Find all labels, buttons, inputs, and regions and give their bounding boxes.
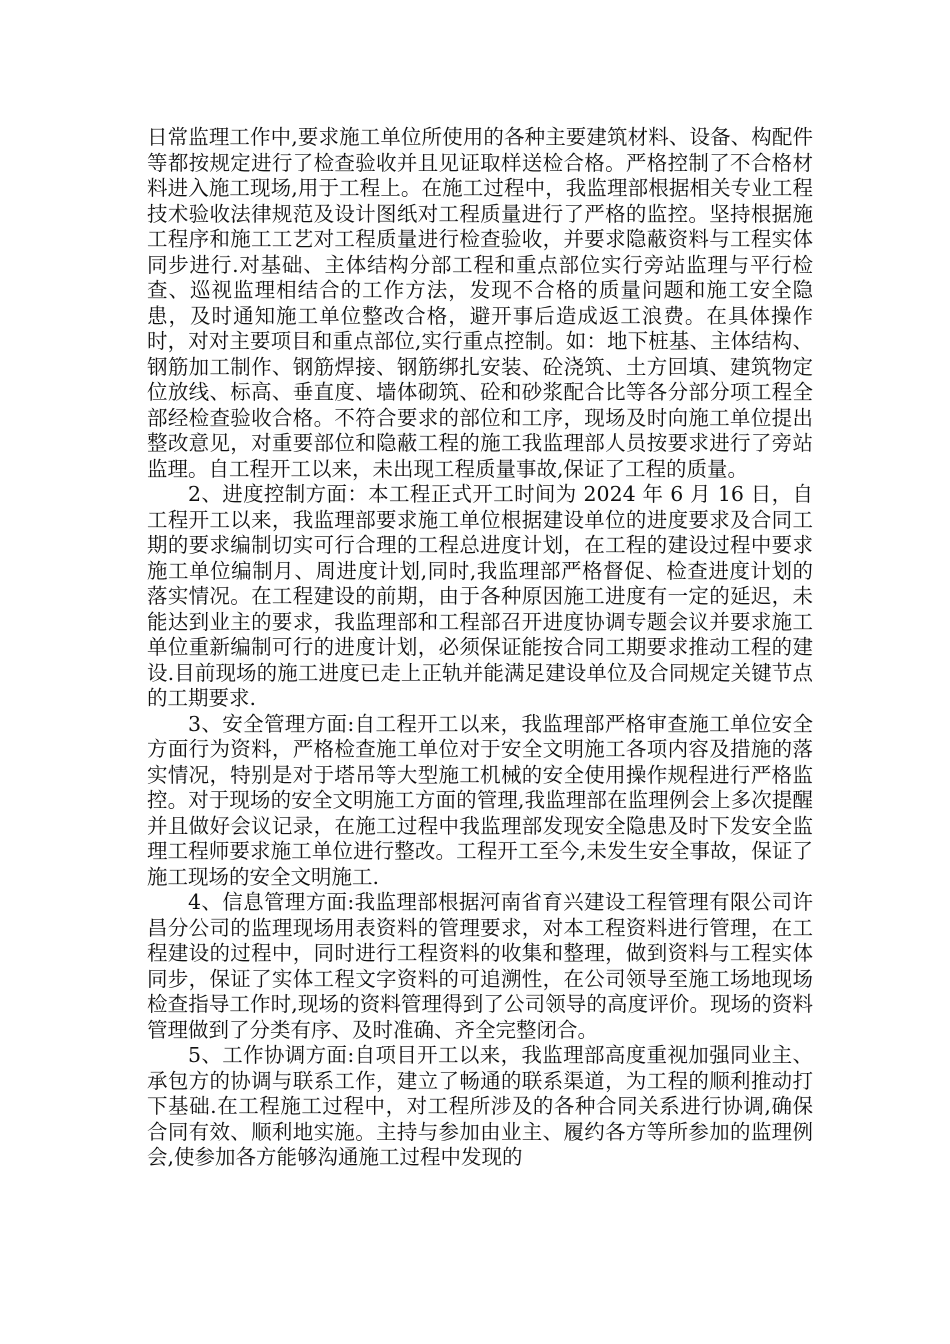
paragraph-safety-management: 3、安全管理方面:自工程开工以来，我监理部严格审查施工单位安全方面行为资料，严格检查施工单位对于安全文明施工各项内容及措施的落实情况，特别是对于塔吊等大型施工机械的安全使用操作规程进行严格监控。对于现场的安全文明施工方面的管理,我监理部在监理例会上多次提醒并且做好会议记录，在施工过程中我监理部发现安全隐患及时下发安全监理工程师要求施工单位进行整改。工程开工至今,未发生安全事故，保证了施工现场的安全文明施工. bbox=[147, 711, 813, 889]
paragraph-schedule-control: 2、进度控制方面：本工程正式开工时间为 2024 年 6 月 16 日，自工程开工以来，我监理部要求施工单位根据建设单位的进度要求及合同工期的要求编制切实可行合理的工程总进度计划，在工程的建设过程中要求施工单位编制月、周进度计划,同时,我监理部严格督促、检查进度计划的落实情况。在工程建设的前期，由于各种原因施工进度有一定的延迟，未能达到业主的要求，我监理部和工程部召开进度协调专题会议并要求施工单位重新编制可行的进度计划，必须保证能按合同工期要求推动工程的建设.目前现场的施工进度已走上正轨并能满足建设单位及合同规定关键节点的工期要求. bbox=[147, 482, 813, 710]
paragraph-information-management: 4、信息管理方面:我监理部根据河南省育兴建设工程管理有限公司许昌分公司的监理现场用表资料的管理要求，对本工程资料进行管理，在工程建设的过程中，同时进行工程资料的收集和整理，做到资料与工程实体同步，保证了实体工程文字资料的可追溯性，在公司领导至施工场地现场检查指导工作时,现场的资料管理得到了公司领导的高度评价。现场的资料管理做到了分类有序、及时准确、齐全完整闭合。 bbox=[147, 890, 813, 1042]
paragraph-quality-control-continued: 日常监理工作中,要求施工单位所使用的各种主要建筑材料、设备、构配件等都按规定进行了检查验收并且见证取样送检合格。严格控制了不合格材料进入施工现场,用于工程上。在施工过程中，我监理部根据相关专业工程技术验收法律规范及设计图纸对工程质量进行了严格的监控。坚持根据施工程序和施工工艺对工程质量进行检查验收，并要求隐蔽资料与工程实体同步进行.对基础、主体结构分部工程和重点部位实行旁站监理与平行检查、巡视监理相结合的工作方法，发现不合格的质量问题和施工安全隐患，及时通知施工单位整改合格，避开事后造成返工浪费。在具体操作时，对对主要项目和重点部位,实行重点控制。如：地下桩基、主体结构、钢筋加工制作、钢筋焊接、钢筋绑扎安装、砼浇筑、土方回填、建筑物定位放线、标高、垂直度、墙体砌筑、砼和砂浆配合比等各分部分项工程全部经检查验收合格。不符合要求的部位和工序，现场及时向施工单位提出整改意见，对重要部位和隐蔽工程的施工我监理部人员按要求进行了旁站监理。自工程开工以来，未出现工程质量事故,保证了工程的质量。 bbox=[147, 125, 813, 481]
paragraph-work-coordination: 5、工作协调方面:自项目开工以来，我监理部高度重视加强同业主、承包方的协调与联系工作，建立了畅通的联系渠道，为工程的顺利推动打下基础.在工程施工过程中，对工程所涉及的各种合同关系进行协调,确保合同有效、顺利地实施。主持与参加由业主、履约各方等所参加的监理例会,使参加各方能够沟通施工过程中发现的 bbox=[147, 1043, 813, 1169]
document-body bbox=[147, 125, 813, 1171]
